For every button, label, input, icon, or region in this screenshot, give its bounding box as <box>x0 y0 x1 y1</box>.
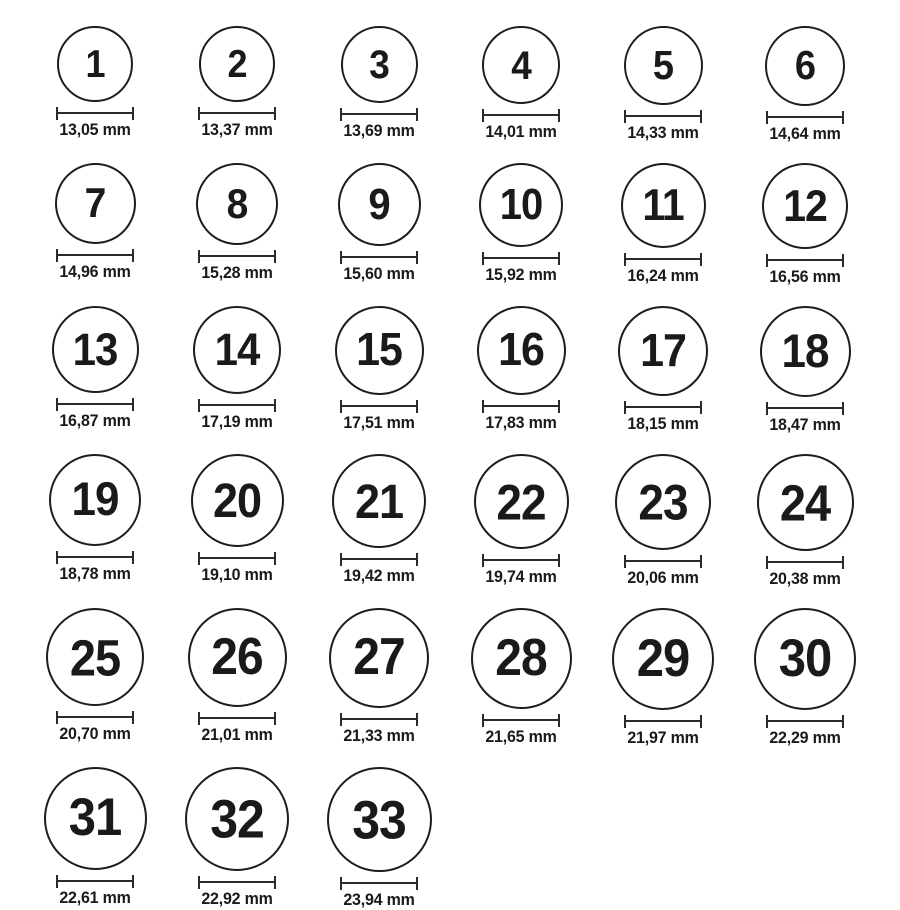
measure-bar <box>342 882 416 884</box>
diameter-label: 17,83 mm <box>485 414 557 433</box>
measure-bar <box>626 720 700 722</box>
ring-size-cell <box>734 306 876 435</box>
diameter-measure-line <box>198 876 276 889</box>
diameter-label: 16,87 mm <box>59 412 131 431</box>
measure-bar <box>768 116 842 118</box>
diameter-label: 13,69 mm <box>343 122 415 141</box>
ring-size-number: 4 <box>511 42 531 88</box>
diameter-label: 19,74 mm <box>485 568 557 587</box>
ring-circle <box>193 306 281 394</box>
size-row <box>24 608 876 748</box>
measure-bar <box>484 114 558 116</box>
measure-bar <box>768 561 842 563</box>
measure-bar <box>626 406 700 408</box>
ring-size-cell <box>734 26 876 144</box>
diameter-measure-line <box>766 556 844 569</box>
diameter-measure-line <box>482 400 560 413</box>
diameter-measure-line <box>624 253 702 266</box>
ring-size-cell <box>450 26 592 144</box>
measure-bar <box>200 255 274 257</box>
diameter-label: 22,61 mm <box>59 889 131 908</box>
ring-circle <box>615 454 711 550</box>
diameter-measure-line <box>198 399 276 412</box>
measure-bar <box>768 720 842 722</box>
ring-circle <box>341 26 418 103</box>
ring-size-number: 33 <box>352 789 406 850</box>
ring-size-number: 30 <box>778 629 832 688</box>
measure-bar <box>768 259 842 261</box>
ring-size-number: 11 <box>642 180 684 230</box>
ring-circle <box>49 454 141 546</box>
ring-size-number: 28 <box>495 629 547 687</box>
diameter-measure-line <box>624 715 702 728</box>
measure-bar <box>58 403 132 405</box>
ring-size-number: 1 <box>85 41 105 86</box>
measure-bar <box>626 560 700 562</box>
ring-size-cell <box>24 306 166 435</box>
ring-size-number: 16 <box>498 324 544 376</box>
diameter-measure-line <box>624 110 702 123</box>
ring-size-number: 17 <box>640 324 686 377</box>
ring-size-number: 10 <box>499 181 543 229</box>
measure-bar <box>484 559 558 561</box>
diameter-label: 14,96 mm <box>59 263 131 282</box>
diameter-label: 15,60 mm <box>343 265 415 284</box>
ring-size-number: 21 <box>354 473 404 529</box>
diameter-measure-line <box>56 875 134 888</box>
measure-bar <box>58 880 132 882</box>
ring-size-cell <box>734 608 876 748</box>
ring-circle <box>477 306 566 395</box>
ring-size-number: 32 <box>210 788 264 850</box>
diameter-label: 13,37 mm <box>201 121 273 140</box>
ring-size-cell <box>308 767 450 910</box>
size-row <box>24 306 876 435</box>
ring-size-cell <box>166 306 308 435</box>
ring-circle <box>479 163 563 247</box>
ring-size-cell <box>592 454 734 589</box>
measure-bar <box>58 556 132 558</box>
ring-size-cell <box>166 26 308 144</box>
ring-circle <box>760 306 851 397</box>
diameter-measure-line <box>56 551 134 564</box>
ring-size-cell <box>166 454 308 589</box>
ring-circle <box>765 26 845 106</box>
ring-size-number: 2 <box>227 41 247 86</box>
ring-circle <box>474 454 569 549</box>
diameter-label: 15,28 mm <box>201 264 273 283</box>
measure-bar <box>200 881 274 883</box>
measure-bar <box>484 405 558 407</box>
measure-bar <box>200 717 274 719</box>
diameter-label: 18,47 mm <box>769 416 841 435</box>
ring-size-cell <box>308 306 450 435</box>
diameter-label: 14,64 mm <box>769 125 841 144</box>
measure-bar <box>200 557 274 559</box>
ring-circle <box>482 26 560 104</box>
measure-bar <box>626 258 700 260</box>
ring-size-cell <box>592 608 734 748</box>
ring-size-number: 3 <box>369 42 389 87</box>
diameter-measure-line <box>624 401 702 414</box>
ring-circle <box>624 26 703 105</box>
diameter-label: 19,10 mm <box>201 566 273 585</box>
diameter-measure-line <box>198 107 276 120</box>
ring-size-number: 19 <box>71 473 119 526</box>
size-row <box>24 454 876 589</box>
diameter-label: 20,06 mm <box>627 569 699 588</box>
ring-circle <box>52 306 139 393</box>
diameter-label: 23,94 mm <box>343 891 415 910</box>
diameter-measure-line <box>624 555 702 568</box>
ring-size-cell <box>450 163 592 287</box>
diameter-label: 18,15 mm <box>627 415 699 434</box>
ring-size-cell <box>734 454 876 589</box>
ring-circle <box>196 163 278 245</box>
measure-bar <box>58 716 132 718</box>
ring-circle <box>185 767 289 871</box>
diameter-measure-line <box>198 552 276 565</box>
ring-circle <box>338 163 421 246</box>
diameter-measure-line <box>56 711 134 724</box>
diameter-measure-line <box>56 249 134 262</box>
ring-circle <box>332 454 426 548</box>
ring-circle <box>44 767 147 870</box>
measure-bar <box>626 115 700 117</box>
ring-size-cell <box>24 26 166 144</box>
diameter-measure-line <box>340 400 418 413</box>
measure-bar <box>342 558 416 560</box>
ring-size-cell <box>24 608 166 748</box>
ring-size-cell <box>450 608 592 748</box>
ring-circle <box>471 608 572 709</box>
ring-circle <box>621 163 706 248</box>
ring-size-cell <box>308 26 450 144</box>
diameter-label: 21,33 mm <box>343 727 415 746</box>
diameter-label: 13,05 mm <box>59 121 131 140</box>
diameter-label: 18,78 mm <box>59 565 131 584</box>
ring-size-number: 25 <box>69 628 121 686</box>
ring-size-cell <box>24 454 166 589</box>
diameter-measure-line <box>198 712 276 725</box>
diameter-measure-line <box>340 713 418 726</box>
size-row <box>24 767 876 910</box>
diameter-measure-line <box>340 108 418 121</box>
ring-size-number: 13 <box>72 323 118 375</box>
ring-circle <box>762 163 848 249</box>
ring-size-number: 8 <box>226 180 248 228</box>
ring-circle <box>188 608 287 707</box>
ring-circle <box>335 306 424 395</box>
ring-size-cell <box>592 163 734 287</box>
ring-circle <box>612 608 714 710</box>
diameter-measure-line <box>482 252 560 265</box>
ring-size-number: 20 <box>212 472 262 529</box>
ring-size-cell <box>592 306 734 435</box>
diameter-measure-line <box>482 714 560 727</box>
diameter-label: 17,51 mm <box>343 414 415 433</box>
diameter-measure-line <box>766 111 844 124</box>
ring-circle <box>618 306 708 396</box>
ring-circle <box>329 608 429 708</box>
measure-bar <box>342 113 416 115</box>
diameter-measure-line <box>482 109 560 122</box>
diameter-label: 16,56 mm <box>769 268 841 287</box>
diameter-measure-line <box>340 877 418 890</box>
diameter-label: 21,65 mm <box>485 728 557 747</box>
ring-circle <box>57 26 133 102</box>
ring-size-cell <box>308 454 450 589</box>
ring-circle <box>46 608 144 706</box>
diameter-label: 20,70 mm <box>59 725 131 744</box>
ring-size-number: 18 <box>781 324 829 378</box>
diameter-label: 17,19 mm <box>201 413 273 432</box>
measure-bar <box>58 254 132 256</box>
diameter-measure-line <box>340 251 418 264</box>
diameter-measure-line <box>56 398 134 411</box>
diameter-label: 14,01 mm <box>485 123 557 142</box>
diameter-label: 19,42 mm <box>343 567 415 586</box>
diameter-measure-line <box>56 107 134 120</box>
diameter-measure-line <box>198 250 276 263</box>
measure-bar <box>342 718 416 720</box>
ring-circle <box>191 454 284 547</box>
diameter-label: 22,29 mm <box>769 729 841 748</box>
diameter-label: 21,01 mm <box>201 726 273 745</box>
ring-size-cell <box>734 163 876 287</box>
diameter-measure-line <box>482 554 560 567</box>
ring-size-number: 15 <box>356 324 402 376</box>
ring-size-number: 27 <box>353 628 405 687</box>
ring-size-number: 26 <box>211 628 263 686</box>
ring-size-cell <box>166 767 308 910</box>
ring-circle <box>55 163 136 244</box>
diameter-label: 15,92 mm <box>485 266 557 285</box>
ring-size-number: 7 <box>84 180 106 227</box>
ring-circle <box>754 608 856 710</box>
ring-size-number: 31 <box>68 788 122 848</box>
measure-bar <box>484 719 558 721</box>
ring-size-cell <box>308 163 450 287</box>
diameter-measure-line <box>766 715 844 728</box>
measure-bar <box>342 256 416 258</box>
ring-size-number: 23 <box>638 473 688 531</box>
ring-size-number: 14 <box>214 324 260 375</box>
size-row <box>24 163 876 287</box>
diameter-label: 14,33 mm <box>627 124 699 143</box>
ring-size-number: 9 <box>368 180 390 229</box>
diameter-label: 20,38 mm <box>769 570 841 589</box>
measure-bar <box>484 257 558 259</box>
ring-size-number: 6 <box>794 43 816 89</box>
size-row <box>24 26 876 144</box>
ring-size-cell <box>166 163 308 287</box>
measure-bar <box>768 407 842 409</box>
diameter-measure-line <box>766 402 844 415</box>
ring-size-cell <box>166 608 308 748</box>
measure-bar <box>200 112 274 114</box>
ring-circle <box>199 26 275 102</box>
ring-size-number: 24 <box>779 473 831 532</box>
diameter-label: 21,97 mm <box>627 729 699 748</box>
diameter-label: 22,92 mm <box>201 890 273 909</box>
ring-size-cell <box>450 454 592 589</box>
ring-size-number: 5 <box>652 42 674 89</box>
measure-bar <box>58 112 132 114</box>
ring-circle <box>327 767 432 872</box>
diameter-measure-line <box>766 254 844 267</box>
measure-bar <box>200 404 274 406</box>
diameter-label: 16,24 mm <box>627 267 699 286</box>
ring-size-cell <box>450 306 592 435</box>
ring-circle <box>757 454 854 551</box>
diameter-measure-line <box>340 553 418 566</box>
ring-size-cell <box>24 767 166 910</box>
ring-size-cell <box>592 26 734 144</box>
ring-size-number: 12 <box>783 180 827 231</box>
measure-bar <box>342 405 416 407</box>
ring-size-cell <box>24 163 166 287</box>
ring-size-number: 29 <box>636 629 690 688</box>
ring-size-number: 22 <box>496 473 546 530</box>
ring-size-cell <box>308 608 450 748</box>
